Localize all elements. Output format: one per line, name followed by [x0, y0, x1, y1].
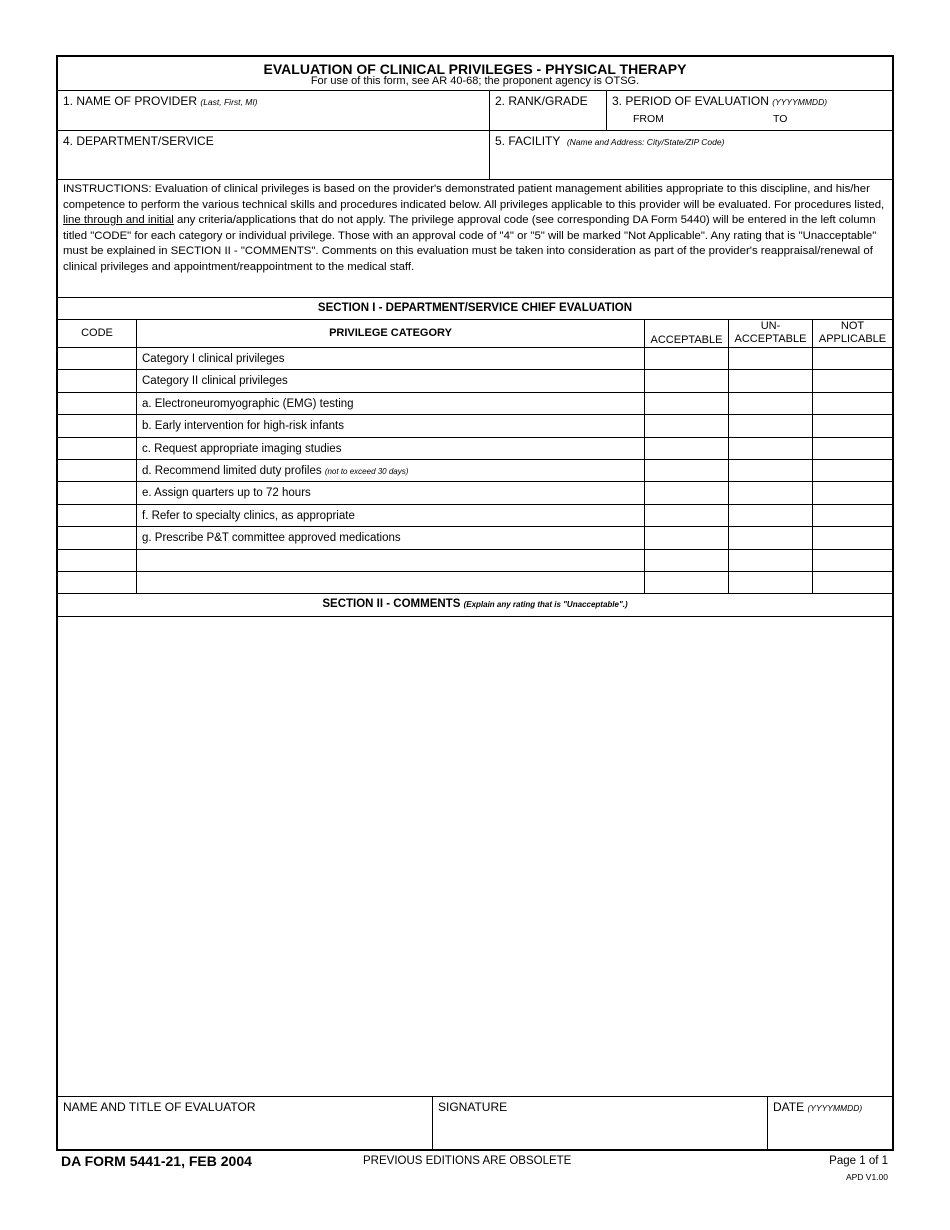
category-cell: [136, 527, 644, 548]
unacceptable-cell[interactable]: [728, 393, 812, 414]
not-applicable-cell[interactable]: [812, 393, 892, 414]
table-row: [58, 572, 892, 594]
unacceptable-cell[interactable]: [728, 550, 812, 571]
table-row: [58, 527, 892, 549]
category-cell: [136, 415, 644, 436]
table-header-row: [58, 320, 892, 348]
section1-heading: SECTION I - DEPARTMENT/SERVICE CHIEF EVALUATION: [317, 302, 633, 314]
acceptable-cell[interactable]: [644, 370, 728, 391]
to-label[interactable]: TO: [773, 113, 788, 125]
provider-row: [58, 91, 892, 131]
department-row: [58, 131, 892, 180]
code-cell[interactable]: [58, 572, 136, 593]
acceptable-cell[interactable]: [644, 572, 728, 593]
privilege-label: b. Early intervention for high-risk infants: [142, 420, 344, 433]
unacceptable-cell[interactable]: [728, 572, 812, 593]
provider-hint: (Last, First, MI): [200, 97, 258, 107]
page-number: Page 1 of 1: [829, 1155, 888, 1167]
facility-label: 5. FACILITY: [495, 134, 561, 148]
category-cell: [136, 460, 644, 481]
privilege-label: d. Recommend limited duty profiles: [142, 465, 322, 477]
rank-label: 2. RANK/GRADE: [495, 94, 588, 108]
code-cell[interactable]: [58, 482, 136, 503]
unacceptable-cell[interactable]: [728, 482, 812, 503]
department-label: 4. DEPARTMENT/SERVICE: [63, 134, 214, 148]
unacceptable-cell[interactable]: [728, 460, 812, 481]
category-cell: [136, 438, 644, 459]
table-row: [58, 550, 892, 572]
table-row: [58, 505, 892, 527]
not-applicable-cell[interactable]: [812, 505, 892, 526]
section2-heading-row: [58, 594, 892, 617]
provider-label: 1. NAME OF PROVIDER: [63, 94, 198, 108]
code-cell[interactable]: [58, 438, 136, 459]
not-applicable-cell[interactable]: [812, 460, 892, 481]
acceptable-cell[interactable]: [644, 348, 728, 369]
unacceptable-cell[interactable]: [728, 505, 812, 526]
period-field: [606, 91, 892, 130]
category-cell: [136, 348, 644, 369]
obsolete-notice: PREVIOUS EDITIONS ARE OBSOLETE: [363, 1155, 572, 1167]
table-row: [58, 370, 892, 392]
evaluator-field[interactable]: [58, 1097, 432, 1151]
table-row: [58, 460, 892, 482]
acceptable-cell[interactable]: [644, 393, 728, 414]
period-hint: (YYYYMMDD): [772, 97, 828, 107]
col-category-header: PRIVILEGE CATEGORY: [136, 320, 644, 347]
not-applicable-cell[interactable]: [812, 370, 892, 391]
from-label[interactable]: FROM: [633, 113, 664, 125]
table-row: [58, 438, 892, 460]
table-row: [58, 482, 892, 504]
not-applicable-cell[interactable]: [812, 527, 892, 548]
col-unacceptable-header: UN- ACCEPTABLE: [728, 320, 812, 347]
acceptable-cell[interactable]: [644, 482, 728, 503]
date-label: DATE: [773, 1100, 805, 1114]
table-row: [58, 393, 892, 415]
section1-heading-row: [58, 298, 892, 320]
not-applicable-cell[interactable]: [812, 438, 892, 459]
instructions-text: INSTRUCTIONS: Evaluation of clinical privileges is based on the provider's demonstrated patient management abilities appropriate to this discipline, and his/her competence to perform the various technical skills and procedures indicated below. All privileges applicable to this provider will be evaluated. For procedures listed, line through and initial any criteria/applications that do not apply. The privilege approval code (see corresponding DA Form 5440) will be entered in the left column titled "CODE" for each category or individual privilege. Those with an approval code of "4" or "5" will be marked "Not Applicable". Any rating that is "Unacceptable" must be explained in SECTION II - "COMMENTS". Comments on this evaluation must be taken into consideration as part of the provider's reappraisal/renewal of clinical privileges and appointment/reappointment to the medical staff.: [63, 183, 885, 273]
not-applicable-cell[interactable]: [812, 415, 892, 436]
acceptable-cell[interactable]: [644, 415, 728, 436]
code-cell[interactable]: [58, 505, 136, 526]
date-hint: (YYYYMMDD): [807, 1103, 863, 1113]
not-applicable-cell[interactable]: [812, 572, 892, 593]
acceptable-cell[interactable]: [644, 438, 728, 459]
code-cell[interactable]: [58, 348, 136, 369]
privilege-table: [58, 320, 892, 594]
version-label: APD V1.00: [845, 1172, 888, 1182]
facility-field[interactable]: [489, 131, 892, 179]
privilege-label: e. Assign quarters up to 72 hours: [142, 487, 311, 500]
unacceptable-cell[interactable]: [728, 348, 812, 369]
privilege-label: f. Refer to specialty clinics, as appropriate: [142, 509, 355, 522]
unacceptable-cell[interactable]: [728, 370, 812, 391]
table-row: [58, 348, 892, 370]
rank-field[interactable]: [489, 91, 606, 130]
unacceptable-cell[interactable]: [728, 527, 812, 548]
form-subtitle: For use of this form, see AR 40-68; the proponent agency is OTSG.: [310, 75, 640, 87]
unacceptable-cell[interactable]: [728, 415, 812, 436]
signature-field[interactable]: [432, 1097, 767, 1151]
comments-area[interactable]: [58, 617, 892, 1097]
acceptable-cell[interactable]: [644, 505, 728, 526]
form-id: DA FORM 5441-21, FEB 2004: [61, 1153, 252, 1169]
privilege-label: c. Request appropriate imaging studies: [142, 442, 342, 455]
category-cell: [136, 393, 644, 414]
acceptable-cell[interactable]: [644, 527, 728, 548]
section2-heading: SECTION II - COMMENTS (Explain any rating that is "Unacceptable".): [322, 598, 628, 610]
period-label: 3. PERIOD OF EVALUATION: [612, 94, 769, 108]
signature-label: SIGNATURE: [438, 1100, 508, 1114]
evaluator-label: NAME AND TITLE OF EVALUATOR: [63, 1100, 256, 1114]
col-na-header: NOT APPLICABLE: [812, 320, 892, 347]
col-code-header: CODE: [81, 327, 113, 339]
code-cell[interactable]: [58, 393, 136, 414]
acceptable-cell[interactable]: [644, 460, 728, 481]
provider-field[interactable]: [58, 91, 489, 130]
table-row: [58, 415, 892, 437]
privilege-label: Category I clinical privileges: [142, 353, 285, 365]
facility-hint: (Name and Address: City/State/ZIP Code): [566, 137, 725, 147]
date-field[interactable]: [767, 1097, 892, 1151]
instructions-block: [58, 180, 892, 298]
instructions-underlined: line through and initial: [63, 214, 174, 226]
form-header: [58, 57, 892, 91]
form: [56, 55, 894, 1151]
not-applicable-cell[interactable]: [812, 348, 892, 369]
acceptable-cell[interactable]: [644, 550, 728, 571]
code-cell[interactable]: [58, 370, 136, 391]
form-title: EVALUATION OF CLINICAL PRIVILEGES - PHYSICAL THERAPY: [263, 61, 687, 77]
category-cell: [136, 505, 644, 526]
privilege-label: Category II clinical privileges: [142, 375, 288, 388]
col-acceptable-header: ACCEPTABLE: [644, 320, 728, 347]
code-cell[interactable]: [58, 415, 136, 436]
category-cell: [136, 572, 644, 593]
code-cell[interactable]: [58, 527, 136, 548]
section2-hint: (Explain any rating that is "Unacceptable".): [463, 600, 628, 609]
unacceptable-cell[interactable]: [728, 438, 812, 459]
code-cell[interactable]: [58, 550, 136, 571]
department-field[interactable]: [58, 131, 489, 179]
privilege-note: (not to exceed 30 days): [324, 467, 409, 476]
category-cell: [136, 482, 644, 503]
privilege-label: g. Prescribe P&T committee approved medications: [142, 532, 401, 545]
not-applicable-cell[interactable]: [812, 482, 892, 503]
category-cell: [136, 370, 644, 391]
code-cell[interactable]: [58, 460, 136, 481]
privilege-label: a. Electroneuromyographic (EMG) testing: [142, 397, 354, 410]
category-cell: [136, 550, 644, 571]
signature-row: [58, 1097, 892, 1151]
not-applicable-cell[interactable]: [812, 550, 892, 571]
